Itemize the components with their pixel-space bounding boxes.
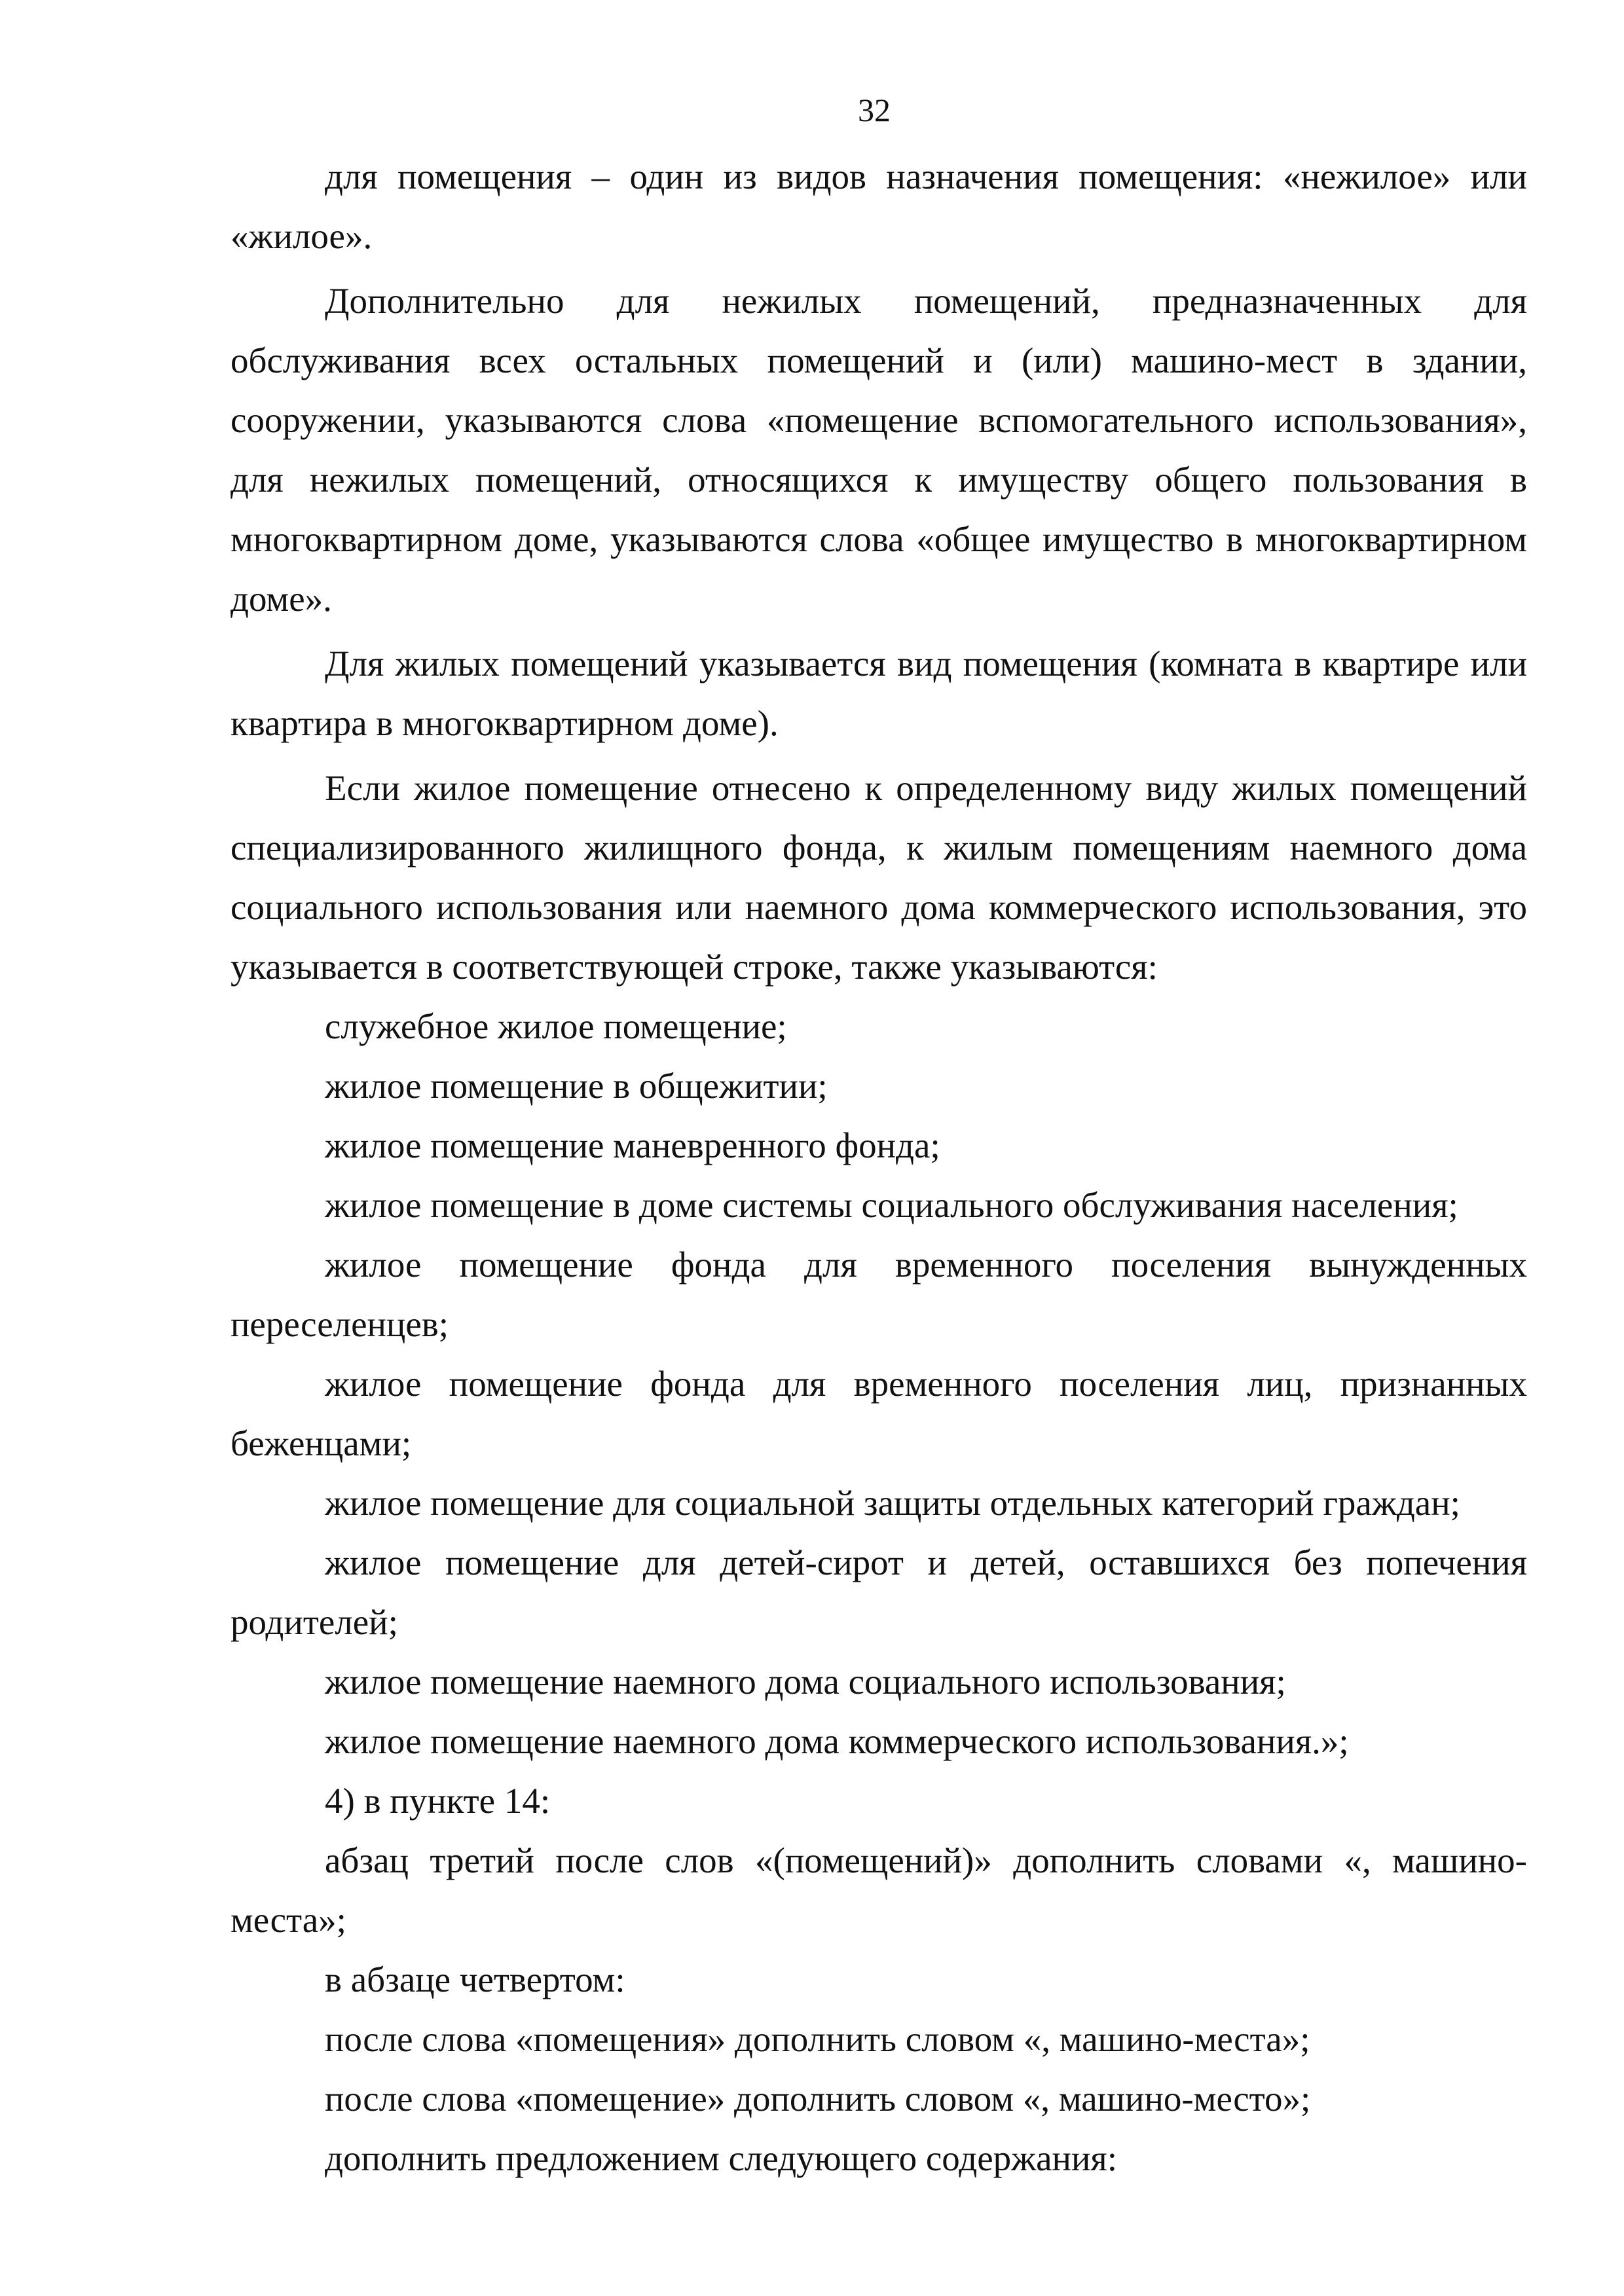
paragraph: дополнить предложением следующего содержания: [325,2138,1117,2178]
paragraph: Дополнительно для нежилых помещений, предназначенных для обслуживания всех остальных помещений и (или) машино-мест в здании, сооружении, указываются слова «помещение вспомогательного использования», для нежилых помещений, относящихся к имуществу общего пользования в многоквартирном доме, указываются слова «общее имущество в многоквартирном доме». [231,281,1527,619]
list-item: служебное жилое помещение; [325,1006,787,1046]
paragraph: в абзаце четвертом: [325,1959,625,1999]
list-item: жилое помещение для социальной защиты отдельных категорий граждан; [325,1483,1460,1523]
list-item: жилое помещение в доме системы социального обслуживания населения; [325,1185,1458,1225]
list-item: жилое помещение маневренного фонда; [325,1125,940,1165]
paragraph: после слова «помещение» дополнить словом «, машино-место»; [325,2079,1311,2119]
list-item: жилое помещение наемного дома социального использования; [325,1662,1286,1702]
list-item: жилое помещение для детей-сирот и детей, оставшихся без попечения родителей; [231,1542,1527,1642]
list-item: жилое помещение в общежитии; [325,1066,828,1106]
paragraph: после слова «помещения» дополнить словом «, машино-места»; [325,2019,1310,2059]
list-item: жилое помещение фонда для временного поселения вынужденных переселенцев; [231,1245,1527,1344]
list-item: жилое помещение фонда для временного поселения лиц, признанных беженцами; [231,1364,1527,1463]
document-body [231,147,1527,2188]
paragraph: 4) в пункте 14: [325,1781,551,1821]
paragraph: Если жилое помещение отнесено к определенному виду жилых помещений специализированного жилищного фонда, к жилым помещениям наемного дома социального использования или наемного дома коммерческого использования, это указывается в соответствующей строке, также указываются: [231,768,1527,987]
paragraph: для помещения – один из видов назначения помещения: «нежилое» или «жилое». [231,156,1527,256]
paragraph: Для жилых помещений указывается вид помещения (комната в квартире или квартира в многоквартирном доме). [231,644,1527,743]
page-number: 32 [858,92,891,128]
paragraph: абзац третий после слов «(помещений)» дополнить словами «, машино-места»; [231,1840,1527,1940]
list-item: жилое помещение наемного дома коммерческого использования.»; [325,1721,1349,1761]
